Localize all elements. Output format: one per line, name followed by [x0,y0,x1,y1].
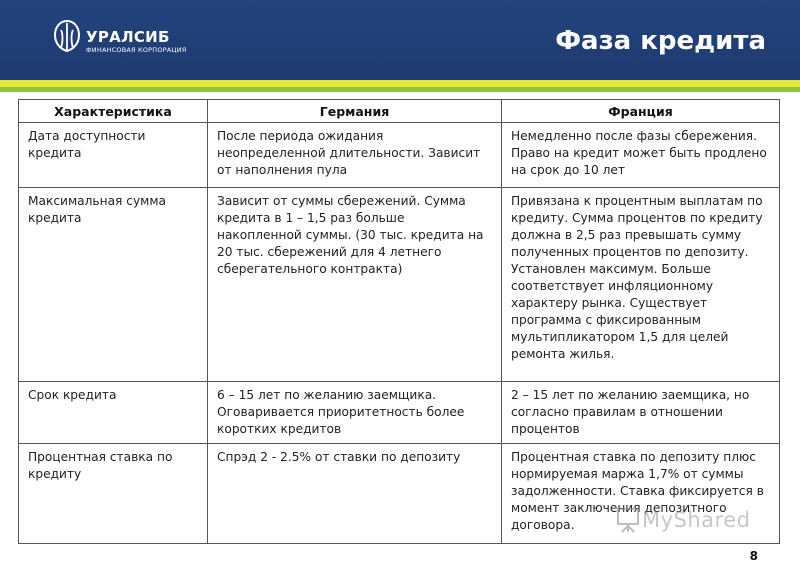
table-cell: 2 – 15 лет по желанию заемщика, но согласно правилам в отношении процентов [502,382,780,444]
table-cell: Дата доступности кредита [19,123,208,188]
table-cell: Процентная ставка по депозиту плюс нормируемая маржа 1,7% от суммы задолженности. Ставка фиксируется в момент заключения депозитного договора. [502,444,780,544]
green-stripe [0,87,800,92]
column-header-germany: Германия [208,100,502,123]
slide-title: Фаза кредита [555,26,766,56]
logo-name: УРАЛСИБ [86,28,170,46]
table-cell: Срок кредита [19,382,208,444]
table-cell: Спрэд 2 - 2.5% от ставки по депозиту [208,444,502,544]
table-cell: Максимальная сумма кредита [19,188,208,382]
comparison-table [18,99,780,544]
presentation-board-icon [616,506,640,534]
page-number: 8 [749,549,758,563]
table-cell: Немедленно после фазы сбережения. Право на кредит может быть продлено на срок до 10 лет [502,123,780,188]
column-header-france: Франция [502,100,780,123]
table-cell: 6 – 15 лет по желанию заемщика. Оговаривается приоритетность более коротких кредитов [208,382,502,444]
uralsib-logo-icon [52,18,82,54]
logo-subtitle: ФИНАНСОВАЯ КОРПОРАЦИЯ [86,46,187,54]
table-cell: Зависит от суммы сбережений. Сумма кредита в 1 – 1,5 раз больше накопленной суммы. (30 тыс. кредита на 20 тыс. сбережений для 4 летнего сберегательного контракта) [208,188,502,382]
watermark [616,506,764,536]
column-header-characteristic: Характеристика [19,100,208,123]
watermark-text: MyShared [642,508,751,532]
header-bar [0,0,800,80]
table-cell: После периода ожидания неопределенной длительности. Зависит от наполнения пула [208,123,502,188]
table-cell: Привязана к процентным выплатам по кредиту. Сумма процентов по кредиту должна в 2,5 раз превышать сумму полученных процентов по депозиту. Установлен максимум. Больше соответствует инфляционному характеру рынка. Существует программа с фиксированным мультипликатором 1,5 для целей ремонта жилья. [502,188,780,382]
company-logo [52,18,192,64]
table-row [19,123,780,188]
yellow-stripe [0,80,800,87]
table-row [19,382,780,444]
table-header-row [19,100,780,123]
table-row [19,188,780,382]
table-cell: Процентная ставка по кредиту [19,444,208,544]
